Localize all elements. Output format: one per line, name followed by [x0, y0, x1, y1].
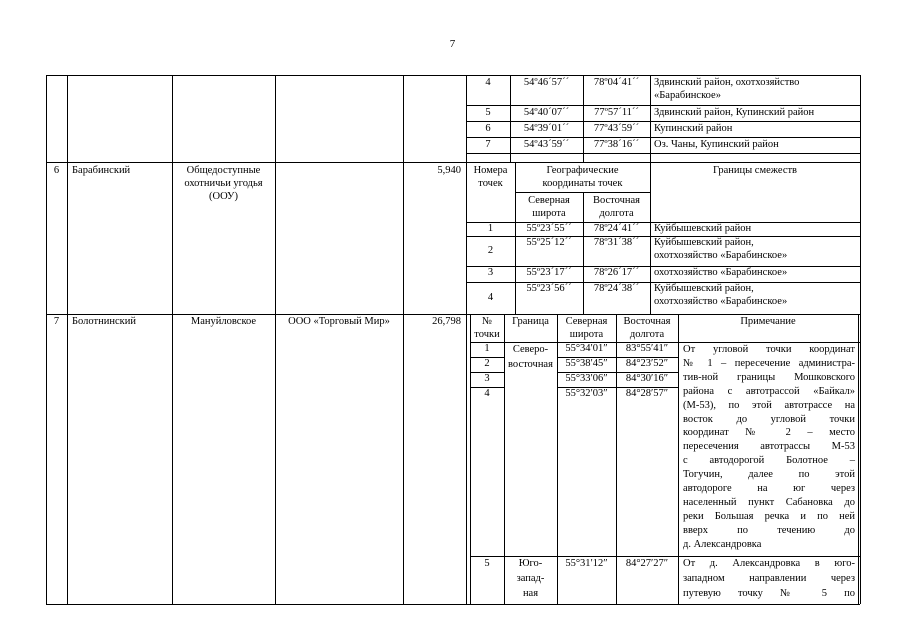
east-longitude: 77º57´11´´	[594, 107, 639, 118]
point-number: 7	[485, 139, 491, 150]
north-latitude: 55°34′01″	[565, 343, 608, 354]
north-latitude: 54º46´57´´	[523, 77, 570, 88]
north-latitude: 54º39´01´´	[523, 123, 570, 134]
point-number: 5	[485, 107, 491, 118]
column-header: долгота	[629, 329, 665, 340]
district-name: Барабинский	[72, 165, 131, 176]
hunting-area-name: Мануйловское	[190, 316, 257, 327]
rule-line	[466, 137, 860, 138]
column-header: Примечание	[740, 316, 796, 327]
east-longitude: 78º24´41´´	[593, 223, 640, 234]
rule-line	[466, 121, 860, 122]
row-index: 7	[53, 316, 60, 327]
border-direction: Северо-	[512, 344, 549, 355]
rule-line	[46, 604, 860, 605]
column-header: Номера	[473, 165, 508, 176]
border-description: охотхозяйство «Барабинское»	[654, 250, 788, 261]
note-text: с автодорогой Болотное –	[683, 455, 855, 467]
north-latitude: 55º23´56´´	[526, 283, 572, 294]
point-number: 2	[487, 245, 494, 256]
east-longitude: 84°23′52″	[625, 358, 669, 369]
border-direction: восточная	[508, 359, 553, 370]
rule-line	[678, 314, 679, 604]
north-latitude: 55º23´55´´	[526, 223, 572, 234]
row-index: 6	[53, 165, 60, 176]
column-header: точек	[478, 178, 503, 189]
column-header: Восточная	[623, 316, 671, 327]
district-name: Болотнинский	[72, 316, 136, 327]
column-header: широта	[569, 329, 604, 340]
border-description: охотхозяйство «Барабинское»	[654, 267, 788, 278]
rule-line	[858, 314, 859, 604]
point-number: 4	[485, 77, 491, 88]
column-header: Восточная	[593, 195, 640, 206]
north-latitude: 55º25´12´´	[526, 237, 572, 248]
rule-line	[46, 314, 860, 315]
note-text: От д. Александровка в юго-	[683, 558, 855, 569]
east-longitude: 78º24´38´´	[593, 283, 640, 294]
north-latitude: 55°33′06″	[565, 373, 608, 384]
east-longitude: 77º38´16´´	[593, 139, 640, 150]
note-text: западном направлении через	[683, 573, 855, 584]
column-header: №	[481, 316, 493, 327]
rule-line	[650, 153, 651, 162]
border-description: Куйбышевский район,	[654, 237, 754, 248]
note-text: координат № 2 – место	[683, 427, 855, 439]
area-value: 5,940	[437, 165, 461, 176]
note-text: (М-53), по этой автотрассе на	[683, 399, 855, 411]
column-header: точки	[474, 329, 500, 340]
border-direction: запад-	[516, 573, 545, 584]
note-text: № 1 – пересечение администра-	[683, 357, 855, 369]
border-direction: Юго-	[518, 558, 543, 569]
column-header: координаты точек	[542, 178, 623, 189]
rule-line	[583, 153, 584, 162]
land-category: Общедоступные	[186, 165, 261, 176]
border-description: «Барабинское»	[654, 90, 721, 101]
rule-line	[515, 192, 650, 193]
east-longitude: 84°28′57″	[625, 388, 669, 399]
note-text: автодороге на юг через	[683, 483, 855, 494]
east-longitude: 78º26´17´´	[593, 267, 640, 278]
east-longitude: 83°55′41″	[625, 343, 669, 354]
land-category: охотничьи угодья	[184, 178, 263, 189]
note-text: путевую точку № 5 по	[683, 588, 855, 599]
border-description: Здвинский район, охотхозяйство	[654, 77, 800, 88]
north-latitude: 54º40´07´´	[523, 107, 570, 118]
column-header: Граница	[512, 316, 549, 327]
north-latitude: 54º43´59´´	[523, 139, 570, 150]
rule-line	[466, 153, 467, 162]
note-text: д. Александровка	[683, 538, 762, 550]
rule-line	[470, 556, 860, 557]
north-latitude: 55°38′45″	[565, 358, 608, 369]
east-longitude: 78º04´41´´	[593, 77, 640, 88]
point-number: 2	[484, 358, 490, 369]
note-text: вверх по течению до	[683, 524, 855, 536]
point-number: 4	[487, 292, 494, 303]
east-longitude: 78º31´38´´	[593, 237, 640, 248]
column-header: Географические	[546, 165, 619, 176]
north-latitude: 55°32′03″	[565, 388, 608, 399]
point-number: 1	[487, 223, 494, 234]
rule-line	[860, 75, 861, 604]
border-description: Куйбышевский район	[654, 223, 752, 234]
rule-line	[172, 75, 173, 604]
note-text: района с автотрассой «Байкал»	[683, 385, 855, 397]
rule-line	[466, 105, 860, 106]
rule-line	[46, 75, 47, 604]
rule-line	[466, 153, 860, 154]
border-description: Оз. Чаны, Купинский район	[654, 139, 779, 150]
border-direction: ная	[522, 588, 539, 599]
rule-line	[650, 162, 651, 314]
east-longitude: 77º43´59´´	[593, 123, 640, 134]
note-text: реки Большая речка и по ней	[683, 510, 855, 522]
area-value: 26,798	[432, 316, 461, 327]
rule-line	[67, 75, 68, 604]
rule-line	[403, 75, 404, 604]
east-longitude: 84°30′16″	[625, 373, 669, 384]
column-header: широта	[532, 208, 566, 219]
point-number: 3	[487, 267, 494, 278]
note-text: восток до угловой точки	[683, 413, 855, 425]
point-number: 5	[484, 558, 490, 569]
note-text: От угловой точки координат	[683, 344, 855, 355]
column-header: Границы смежеств	[712, 165, 798, 176]
note-text: пересечения автотрассы М-53	[683, 441, 855, 453]
east-longitude: 84°27′27″	[625, 558, 669, 569]
point-number: 1	[484, 343, 490, 354]
note-text: тив-ной границы Мошковского	[683, 371, 855, 383]
rule-line	[510, 153, 511, 162]
north-latitude: 55º23´17´´	[526, 267, 572, 278]
point-number: 6	[485, 123, 491, 134]
border-description: охотхозяйство «Барабинское»	[654, 296, 788, 307]
rule-line	[275, 75, 276, 604]
column-header: Северная	[528, 195, 570, 206]
note-text: населенный пункт Сабановка до	[683, 496, 855, 508]
note-text: Тогучин, далее по этой	[683, 469, 855, 481]
point-number: 3	[484, 373, 490, 384]
rule-line	[46, 75, 860, 76]
column-header: Северная	[565, 316, 608, 327]
rule-line	[650, 75, 651, 162]
north-latitude: 55°31′12″	[565, 558, 608, 569]
point-number: 4	[484, 388, 490, 399]
border-description: Купинский район	[654, 123, 733, 134]
land-category: (ООУ)	[208, 191, 238, 202]
border-description: Здвинский район, Купинский район	[654, 107, 815, 118]
border-description: Куйбышевский район,	[654, 283, 754, 294]
page-number: 7	[449, 38, 456, 50]
land-user: ООО «Торговый Мир»	[288, 316, 390, 327]
rule-line	[46, 162, 860, 163]
column-header: долгота	[599, 208, 634, 219]
